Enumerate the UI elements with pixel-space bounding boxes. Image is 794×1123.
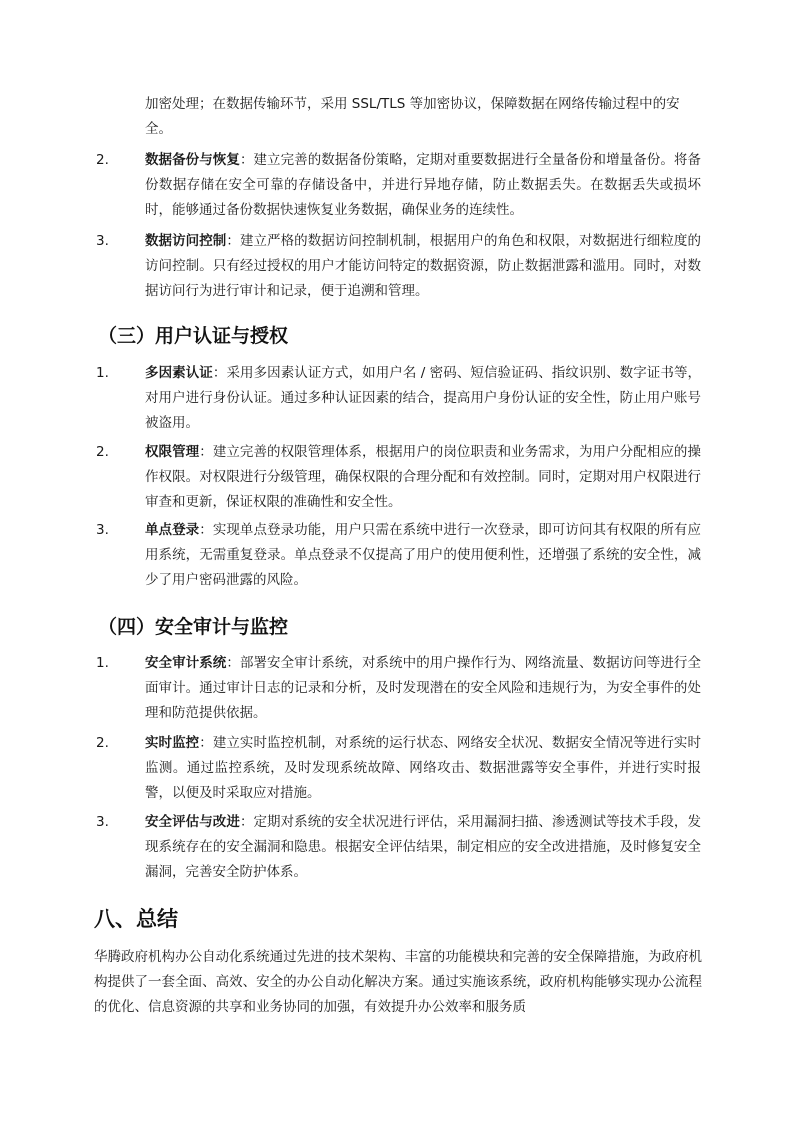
item-title: 安全审计系统 bbox=[145, 655, 227, 671]
list-number: 1. bbox=[96, 655, 109, 671]
item-body: 采用多因素认证方式，如用户名 / 密码、短信验证码、指纹识别、数字证书等，对用户进行身份认证。通过多种认证因素的结合，提高用户身份认证的安全性，防止用户账号被盗用。 bbox=[145, 365, 702, 431]
item-sep: ： bbox=[226, 233, 240, 249]
list-item-realtime-monitor bbox=[145, 731, 701, 806]
item-title: 安全评估与改进 bbox=[145, 814, 240, 830]
item-sep: ： bbox=[212, 365, 227, 381]
item-body: 建立完善的权限管理体系，根据用户的岗位职责和业务需求，为用户分配相应的操作权限。对权限进行分级管理，确保权限的合理分配和有效控制。同时，定期对用户权限进行审查和更新，保证权限的准确性和安全性。 bbox=[145, 444, 701, 510]
item-body: 建立实时监控机制，对系统的运行状态、网络安全状况、数据安全情况等进行实时监测。通过监控系统，及时发现系统故障、网络攻击、数据泄露等安全事件，并进行实时报警，以便及时采取应对措施。 bbox=[145, 735, 701, 801]
list-number: 3. bbox=[96, 814, 109, 830]
item-sep: ： bbox=[199, 444, 213, 460]
list-number: 1. bbox=[96, 365, 109, 381]
item-sep: ： bbox=[239, 152, 254, 168]
item-sep: ： bbox=[239, 814, 254, 830]
list-item-mfa bbox=[145, 361, 701, 436]
item-title: 单点登录 bbox=[145, 522, 200, 538]
list-number: 2. bbox=[96, 444, 109, 460]
list-item-backup bbox=[145, 148, 701, 223]
list-item-audit-system bbox=[145, 651, 701, 726]
item-body: 建立完善的数据备份策略，定期对重要数据进行全量备份和增量备份。将备份数据存储在安全可靠的存储设备中，并进行异地存储，防止数据丢失。在数据丢失或损坏时，能够通过备份数据快速恢复业务数据，确保业务的连续性。 bbox=[145, 152, 701, 218]
list-item-sso bbox=[145, 518, 701, 593]
item-sep: ： bbox=[199, 522, 213, 538]
item-body: 部署安全审计系统，对系统中的用户操作行为、网络流量、数据访问等进行全面审计。通过审计日志的记录和分析，及时发现潜在的安全风险和违规行为，为安全事件的处理和防范提供依据。 bbox=[145, 655, 701, 721]
item-title: 数据备份与恢复 bbox=[145, 152, 240, 168]
item-sep: ： bbox=[226, 655, 240, 671]
list-item-security-assessment bbox=[145, 810, 701, 885]
item-title: 权限管理 bbox=[145, 444, 200, 460]
section-heading-audit: （四）安全审计与监控 bbox=[98, 616, 289, 638]
list-number: 3. bbox=[96, 522, 109, 538]
summary-paragraph: 华腾政府机构办公自动化系统通过先进的技术架构、丰富的功能模块和完善的安全保障措施，为政府机构提供了一套全面、高效、安全的办公自动化解决方案。通过实施该系统，政府机构能够实现办公流程的优化、信息资源的共享和业务协同的加强，有效提升办公效率和服务质 bbox=[94, 949, 702, 1015]
list-item-permission bbox=[145, 440, 701, 515]
item-title: 数据访问控制 bbox=[145, 233, 227, 249]
list-number: 3. bbox=[96, 233, 109, 249]
item-title: 实时监控 bbox=[145, 735, 200, 751]
section-heading-auth: （三）用户认证与授权 bbox=[98, 325, 289, 347]
list-number: 2. bbox=[96, 152, 109, 168]
item-sep: ： bbox=[199, 735, 213, 751]
item-body: 定期对系统的安全状况进行评估，采用漏洞扫描、渗透测试等技术手段，发现系统存在的安全漏洞和隐患。根据安全评估结果，制定相应的安全改进措施，及时修复安全漏洞，完善安全防护体系。 bbox=[145, 814, 701, 880]
item-body: 建立严格的数据访问控制机制，根据用户的角色和权限，对数据进行细粒度的访问控制。只有经过授权的用户才能访问特定的数据资源，防止数据泄露和滥用。同时，对数据访问行为进行审计和记录，便于追溯和管理。 bbox=[145, 233, 701, 299]
list-number: 2. bbox=[96, 735, 109, 751]
item-title: 多因素认证 bbox=[145, 365, 213, 381]
item-body: 实现单点登录功能，用户只需在系统中进行一次登录，即可访问其有权限的所有应用系统，无需重复登录。单点登录不仅提高了用户的使用便利性，还增强了系统的安全性，减少了用户密码泄露的风险。 bbox=[145, 522, 701, 588]
continuation-paragraph: 加密处理；在数据传输环节，采用 SSL/TLS 等加密协议，保障数据在网络传输过程中的安全。 bbox=[145, 96, 680, 137]
list-item-access-control bbox=[145, 229, 701, 304]
chapter-heading-summary: 八、总结 bbox=[94, 907, 178, 931]
